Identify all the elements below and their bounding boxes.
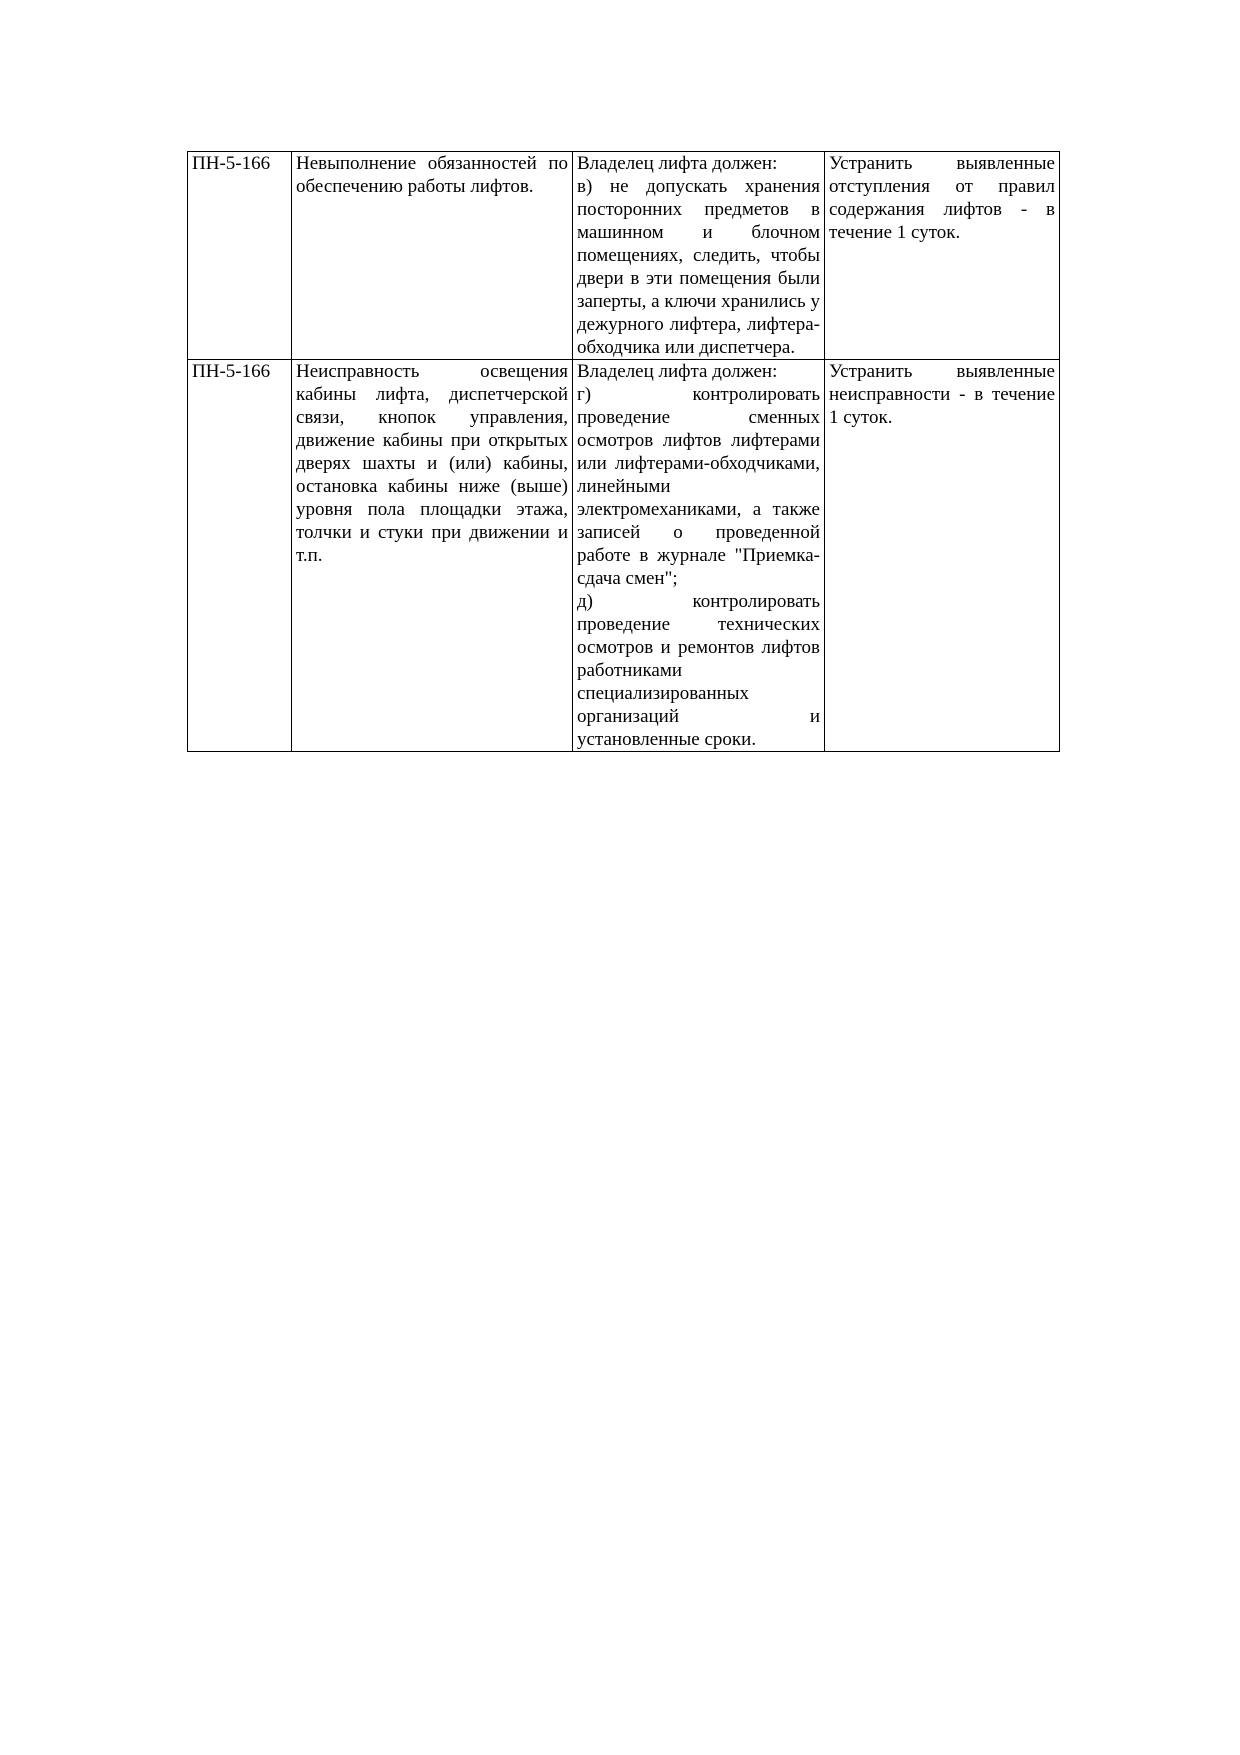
violation-code: ПН-5-166 (188, 360, 292, 752)
requirement-intro: Владелец лифта должен: (577, 361, 778, 382)
violations-table (187, 151, 1060, 752)
requirement-item: д) контролировать проведение технических осмотров и ремонтов лифтов работниками специализированных организаций и установленные сроки. (577, 591, 820, 750)
corrective-action: Устранить выявленные неисправности - в течение 1 суток. (825, 360, 1060, 752)
requirement-item: г) контролировать проведение сменных осмотров лифтов лифтерами или лифтерами-обходчиками, линейными электромеханиками, а также записей о проведенной работе в журнале "Приемка-сдача смен"; (577, 384, 820, 589)
violation-description: Неисправность освещения кабины лифта, диспетчерской связи, кнопок управления, движение кабины при открытых дверях шахты и (или) кабины, остановка кабины ниже (выше) уровня пола площадки этажа, толчки и стуки при движении и т.п. (292, 360, 573, 752)
violation-description: Невыполнение обязанностей по обеспечению работы лифтов. (292, 152, 573, 360)
corrective-action: Устранить выявленные отступления от правил содержания лифтов - в течение 1 суток. (825, 152, 1060, 360)
table-row (188, 360, 1060, 752)
table-row (188, 152, 1060, 360)
requirement-cell (573, 152, 825, 360)
requirement-item: в) не допускать хранения посторонних предметов в машинном и блочном помещениях, следить, чтобы двери в эти помещения были заперты, а ключи хранились у дежурного лифтера, лифтера-обходчика или диспетчера. (577, 176, 820, 358)
requirement-intro: Владелец лифта должен: (577, 153, 778, 174)
requirement-cell (573, 360, 825, 752)
violation-code: ПН-5-166 (188, 152, 292, 360)
